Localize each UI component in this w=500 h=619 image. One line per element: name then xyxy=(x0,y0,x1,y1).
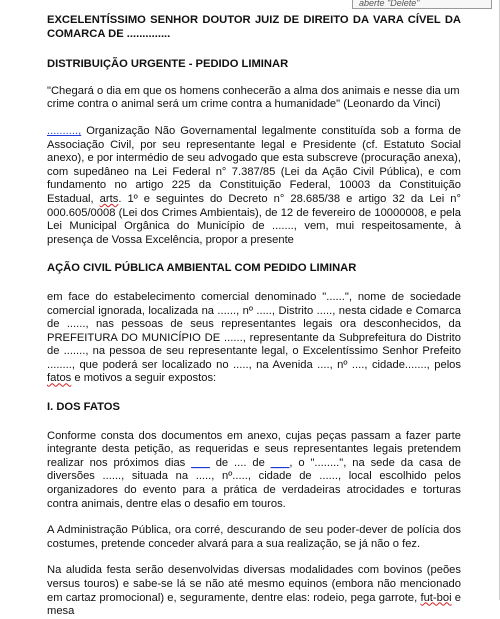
spellcheck-fatos[interactable]: fatos xyxy=(47,372,72,385)
day-blank[interactable]: ___ xyxy=(191,456,210,469)
facts-paragraph-2: A Administração Pública, ora corré, descurando de seu poder-dever de polícia dos costumes, pretende conceder alvará para a sua realização, se já não o fez. xyxy=(47,524,461,550)
facts-paragraph-3 xyxy=(47,564,461,618)
urgent-distribution-heading: DISTRIBUIÇÃO URGENTE - PEDIDO LIMINAR xyxy=(47,58,289,71)
parties-text-a: em face do estabelecimento comercial denominado "......", nome de sociedade comercial ignorada, localizada na ......, nº ....., Distrito ....., nesta cidade e Comarca de ......, nas pessoas de seus representantes legais ora desconhecidos, da PREFEITURA DO MUNICÍPIO DE ......, representante da Subprefeitura do Distrito de ......., na pessoa de seu representante legal, o Excelentíssimo Senhor Prefeito ........, que poderá ser localizado no ....., na Avenida ...., nº ...., cidade......., pelos xyxy=(47,290,461,371)
organization-name-blank[interactable]: .........., xyxy=(47,124,82,137)
intro-paragraph xyxy=(47,125,461,247)
court-address-heading: EXCELENTÍSSIMO SENHOR DOUTOR JUIZ DE DIREITO DA VARA CÍVEL DA COMARCA DE .............. xyxy=(47,14,461,40)
parties-paragraph xyxy=(47,291,461,386)
document-body xyxy=(47,14,461,619)
year-blank[interactable]: ___ xyxy=(270,456,290,469)
facts1-text-b: de .... de xyxy=(209,456,271,469)
facts3-text-b: e mesa xyxy=(47,591,461,618)
intro-text-a: Organização Não Governamental legalmente constituída sob a forma de Associação Civil, por seu representante legal e Presidente (cf. Estatuto Social anexo), e por intermédio de seu advogado que esta subscreve (procuração anexa), com supedâneo na Lei Federal n° 7.387/85 (Lei da Ação Civil Pública), e com fundamento no artigo 225 da Constituição Federal, 10003 da Constituição Estadual, xyxy=(47,124,461,205)
delete-tooltip: aberte "Delete" xyxy=(352,0,492,9)
parties-text-b: e motivos a seguir expostos: xyxy=(71,372,217,385)
facts1-text-c: , o "........", na sede da casa de diversões ......, situada na ....., nº....., cidade de ......, local escolhido pelos organizadores do evento para a prática de verdadeiras atrocidades e torturas contra animais, dentre elas o desafio em touros. xyxy=(47,456,461,510)
spellcheck-arts[interactable]: arts xyxy=(99,192,119,205)
facts1-text-a: Conforme consta dos documentos em anexo, cujas peças passam a fazer parte integrante desta petição, as requeridas e seus representantes legais pretendem realizar nos próximos dias xyxy=(47,429,461,469)
intro-text-b: . 1º e seguintes do Decreto n° 28.685/38 e artigo 32 da Lei n° 000.605/0008 (Lei dos Crimes Ambientais), de 12 de fevereiro de 10000008, e pela Lei Municipal Orgânica do Município de ......., vem, mui respeitosamente, à presença de Vossa Excelência, propor a presente xyxy=(47,192,461,246)
facts-paragraph-1 xyxy=(47,430,461,512)
action-title-heading: AÇÃO CIVIL PÚBLICA AMBIENTAL COM PEDIDO LIMINAR xyxy=(47,262,357,275)
epigraph-quote: "Chegará o dia em que os homens conhecerão a alma dos animais e nesse dia um crime contra o animal será um crime contra a humanidade" (Leonardo da Vinci) xyxy=(47,84,460,111)
facts-section-heading: I. DOS FATOS xyxy=(47,401,120,414)
facts3-text-a: Na aludida festa serão desenvolvidas diversas modalidades com bovinos (peões versus touros) e sabe-se lá se não até mesmo equinos (embora não mencionado em cartaz promocional) e, seguramente, dentre elas: rodeio, pega garrote, xyxy=(47,564,461,604)
spellcheck-fut-boi[interactable]: fut-boi xyxy=(420,591,452,604)
